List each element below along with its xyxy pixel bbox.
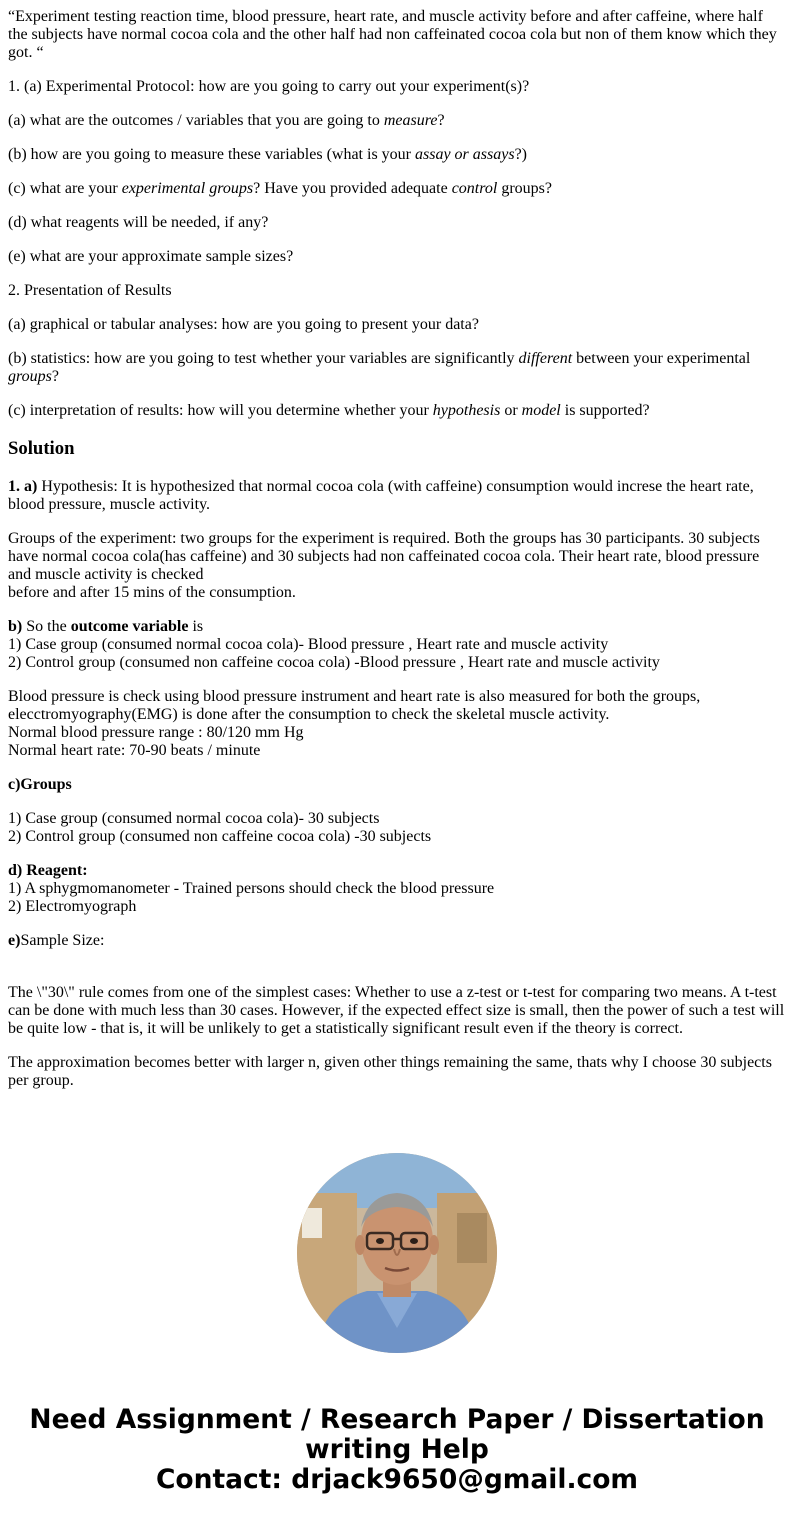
question-intro: “Experiment testing reaction time, blood pressure, heart rate, and muscle activity before and after caffeine, where half the subjects have normal cocoa cola and the other half had non caffeinated cocoa cola but non of them know which they got. “: [8, 8, 777, 61]
question-1c: (c) what are your experimental groups? Have you provided adequate control groups?: [8, 180, 552, 197]
avatar-portrait-icon: [297, 1153, 497, 1353]
solution-heading: Solution: [8, 438, 75, 459]
question-1b: (b) how are you going to measure these variables (what is your assay or assays?): [8, 146, 527, 163]
author-avatar: [297, 1153, 497, 1353]
question-1d: (d) what reagents will be needed, if any?: [8, 214, 269, 231]
question-2b: (b) statistics: how are you going to test whether your variables are significantly different between your experimental groups?: [8, 350, 751, 385]
contact-banner: [0, 1405, 794, 1495]
solution-groups-description: Groups of the experiment: two groups for the experiment is required. Both the groups has 30 participants. 30 subjects have normal cocoa cola(has caffeine) and 30 subjects had non caffeinated cocoa cola. Their heart rate, blood pressure and muscle activity is checked before and after 15 mins of the consumption.: [8, 530, 760, 601]
question-1a: (a) what are the outcomes / variables that you are going to measure?: [8, 112, 445, 129]
spacer: [8, 966, 786, 984]
question-2c: (c) interpretation of results: how will you determine whether your hypothesis or model is supported?: [8, 402, 650, 419]
question-1e: (e) what are your approximate sample sizes?: [8, 248, 294, 265]
solution-outcome-variable: b) So the outcome variable is 1) Case group (consumed normal cocoa cola)- Blood pressure , Heart rate and muscle activity 2) Control group (consumed non caffeine cocoa cola) -Blood pressure , Heart rate and muscle activity: [8, 618, 660, 671]
question-2-title: 2. Presentation of Results: [8, 282, 172, 299]
question-2a: (a) graphical or tabular analyses: how are you going to present your data?: [8, 316, 479, 333]
solution-groups-label: c)Groups: [8, 776, 72, 793]
solution-approximation: The approximation becomes better with larger n, given other things remaining the same, thats why I choose 30 subjects per group.: [8, 1054, 772, 1089]
solution-30-rule: The \"30\" rule comes from one of the simplest cases: Whether to use a z-test or t-test for comparing two means. A t-test can be done with much less than 30 cases. However, if the expected effect size is small, then the power of such a test will be quite low - that is, it will be unlikely to get a statistically significant result even if the theory is correct.: [8, 984, 785, 1037]
banner-line-2: writing Help: [305, 1434, 489, 1465]
question-1-title: 1. (a) Experimental Protocol: how are you going to carry out your experiment(s)?: [8, 78, 530, 95]
solution-measurement: Blood pressure is check using blood pressure instrument and heart rate is also measured for both the groups, elecctromyography(EMG) is done after the consumption to check the skeletal muscle activity. Normal blood pressure range : 80/120 mm Hg Normal heart rate: 70-90 beats / minute: [8, 688, 701, 759]
banner-line-1: Need Assignment / Research Paper / Dissertation: [29, 1404, 765, 1435]
solution-groups-list: 1) Case group (consumed normal cocoa cola)- 30 subjects 2) Control group (consumed non caffeine cocoa cola) -30 subjects: [8, 810, 432, 845]
solution-sample-size: e)Sample Size:: [8, 932, 105, 949]
document-body: [8, 8, 786, 1106]
solution-hypothesis: 1. a) Hypothesis: It is hypothesized that normal cocoa cola (with caffeine) consumption would increse the heart rate, blood pressure, muscle activity.: [8, 478, 754, 513]
solution-reagents: d) Reagent: 1) A sphygmomanometer - Trained persons should check the blood pressure 2) Electromyograph: [8, 862, 495, 915]
banner-contact-line: Contact: drjack9650@gmail.com: [155, 1464, 639, 1495]
